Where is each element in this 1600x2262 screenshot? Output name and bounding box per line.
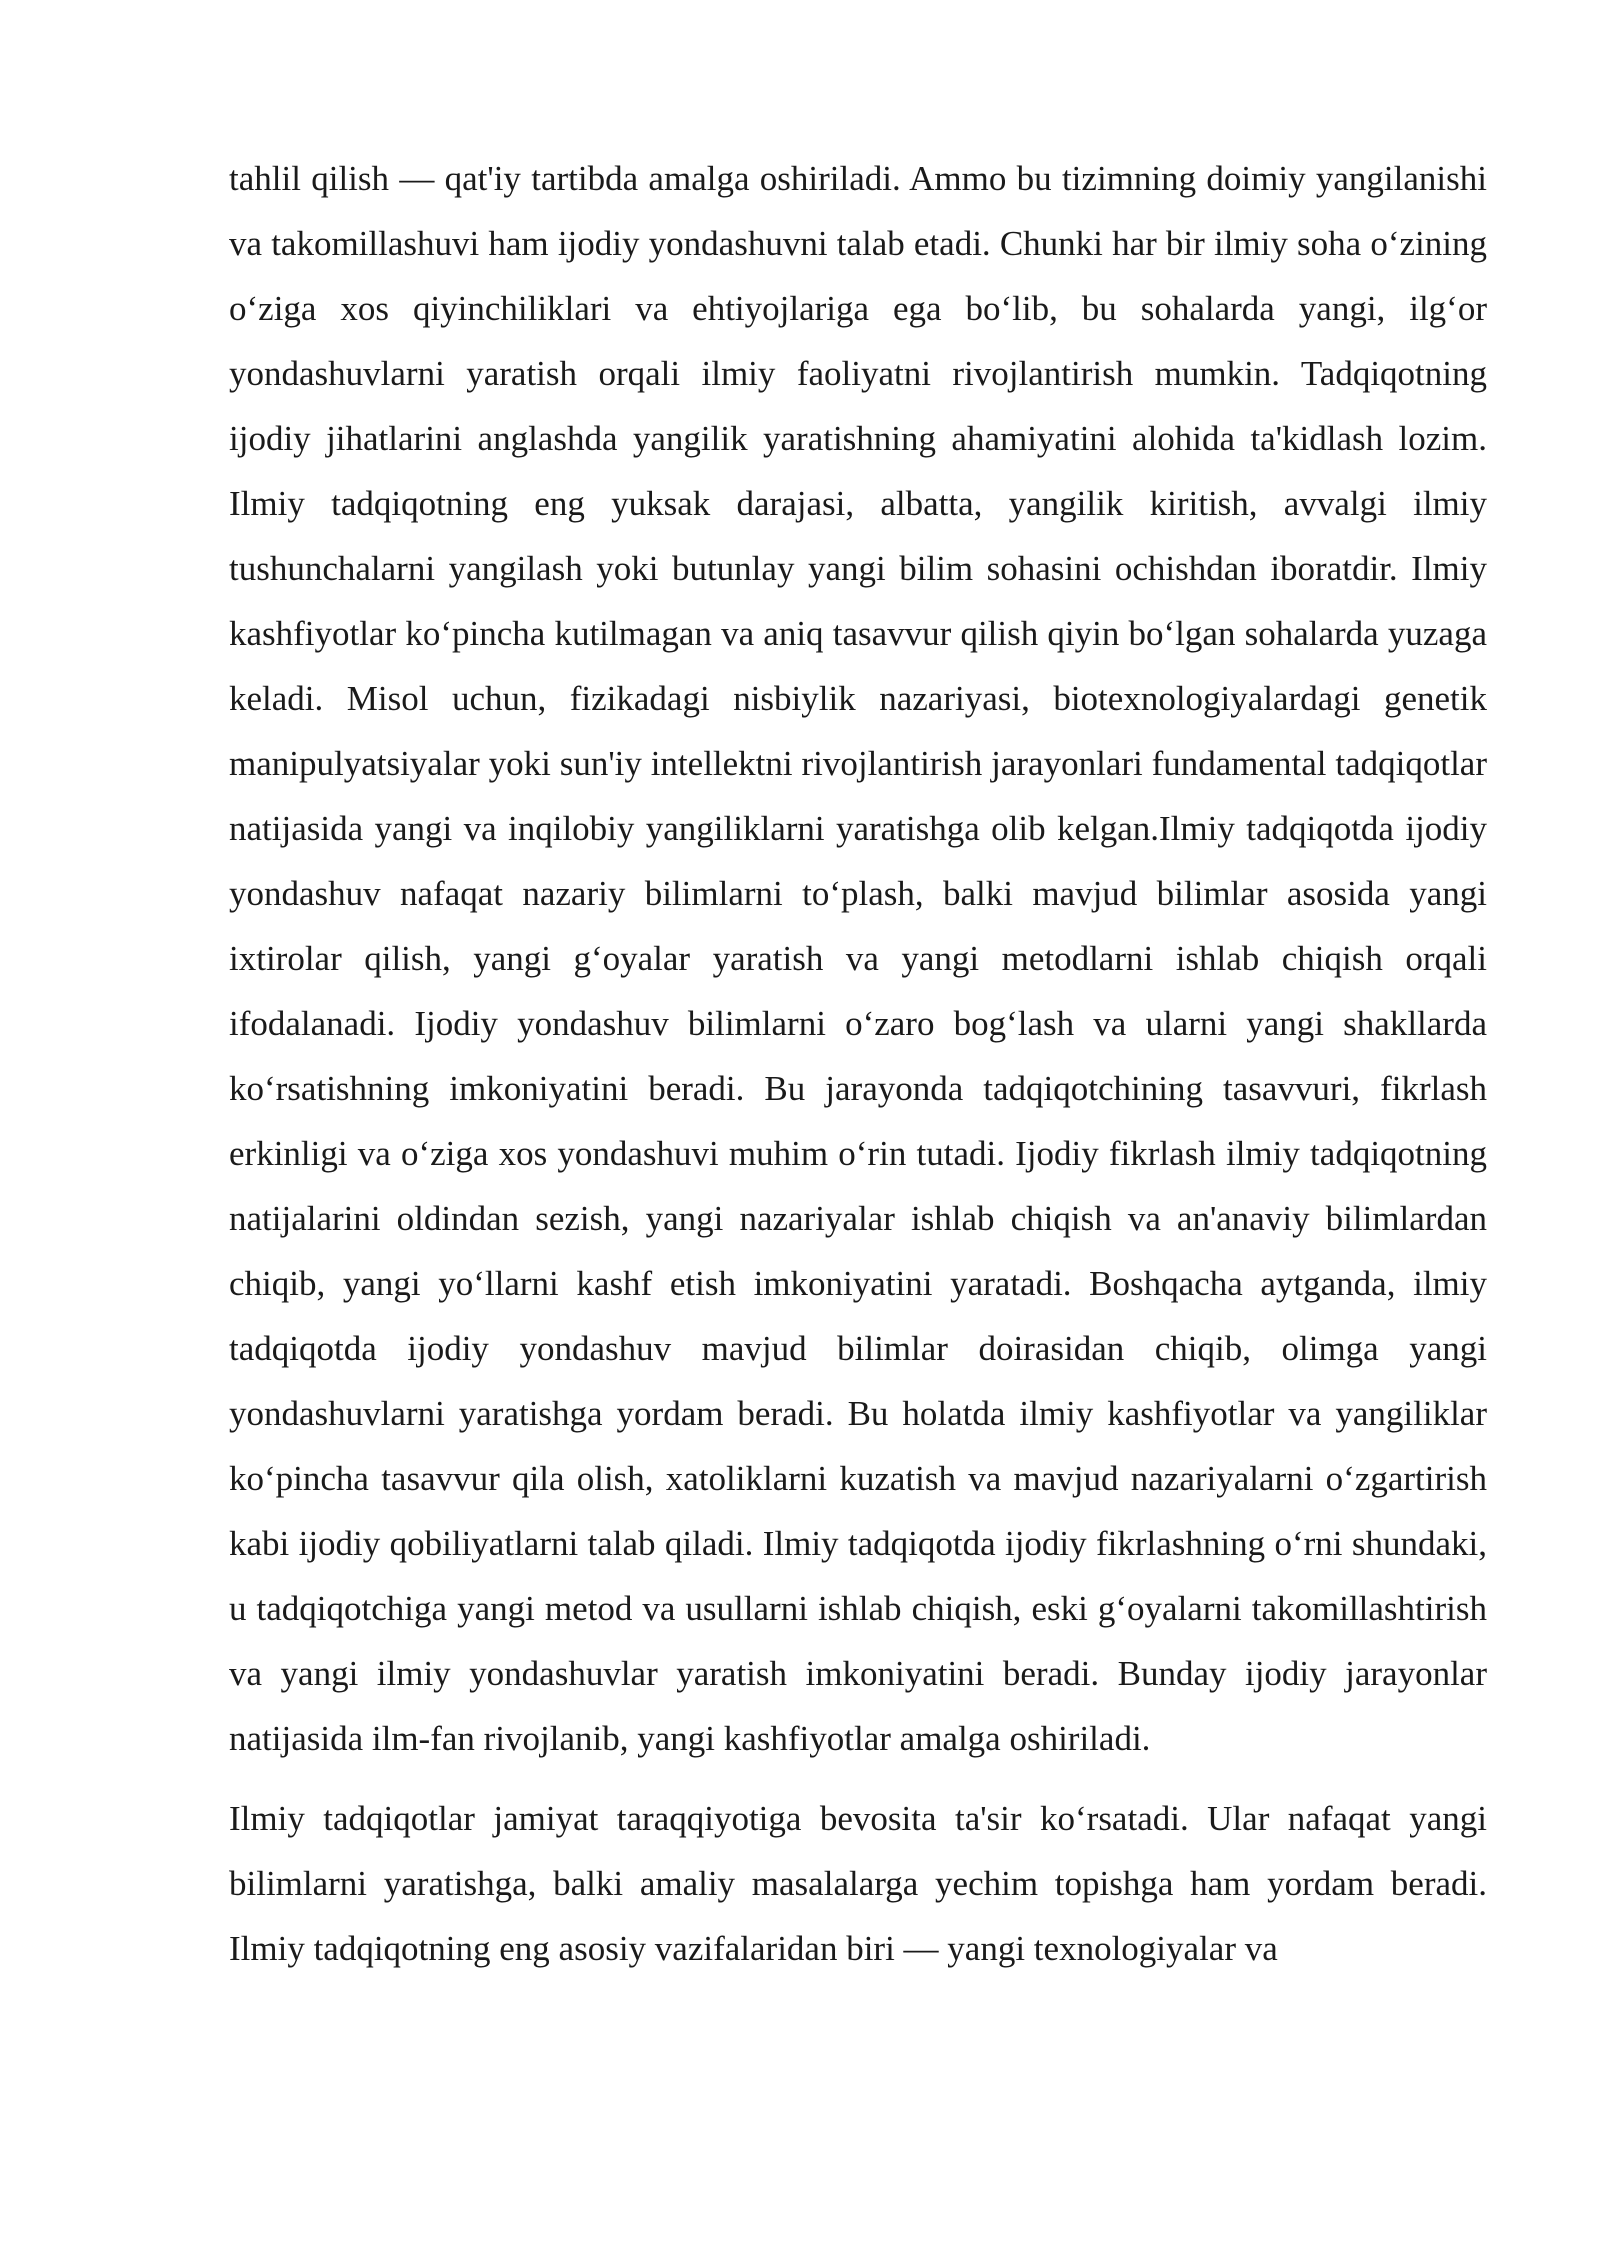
paragraph-2: Ilmiy tadqiqotlar jamiyat taraqqiyotiga bevosita ta'sir ko‘rsatadi. Ular nafaqat yangi bilimlarni yaratishga, balki amaliy masalalarga yechim topishga ham yordam beradi. Ilmiy tadqiqotning eng asosiy vazifalaridan biri — yangi texnologiyalar va — [229, 1799, 1487, 1968]
paragraph-1: tahlil qilish — qat'iy tartibda amalga oshiriladi. Ammo bu tizimning doimiy yangilanishi va takomillashuvi ham ijodiy yondashuvni talab etadi. Chunki har bir ilmiy soha o‘zining o‘ziga xos qiyinchiliklari va ehtiyojlariga ega bo‘lib, bu sohalarda yangi, ilg‘or yondashuvlarni yaratish orqali ilmiy faoliyatni rivojlantirish mumkin. Tadqiqotning ijodiy jihatlarini anglashda yangilik yaratishning ahamiyatini alohida ta'kidlash lozim. Ilmiy tadqiqotning eng yuksak darajasi, albatta, yangilik kiritish, avvalgi ilmiy tushunchalarni yangilash yoki butunlay yangi bilim sohasini ochishdan iboratdir. Ilmiy kashfiyotlar ko‘pincha kutilmagan va aniq tasavvur qilish qiyin bo‘lgan sohalarda yuzaga keladi. Misol uchun, fizikadagi nisbiylik nazariyasi, biotexnologiyalardagi genetik manipulyatsiyalar yoki sun'iy intellektni rivojlantirish jarayonlari fundamental tadqiqotlar natijasida yangi va inqilobiy yangiliklarni yaratishga olib kelgan.Ilmiy tadqiqotda ijodiy yondashuv nafaqat nazariy bilimlarni to‘plash, balki mavjud bilimlar asosida yangi ixtirolar qilish, yangi g‘oyalar yaratish va yangi metodlarni ishlab chiqish orqali ifodalanadi. Ijodiy yondashuv bilimlarni o‘zaro bog‘lash va ularni yangi shakllarda ko‘rsatishning imkoniyatini beradi. Bu jarayonda tadqiqotchining tasavvuri, fikrlash erkinligi va o‘ziga xos yondashuvi muhim o‘rin tutadi. Ijodiy fikrlash ilmiy tadqiqotning natijalarini oldindan sezish, yangi nazariyalar ishlab chiqish va an'anaviy bilimlardan chiqib, yangi yo‘llarni kashf etish imkoniyatini yaratadi. Boshqacha aytganda, ilmiy tadqiqotda ijodiy yondashuv mavjud bilimlar doirasidan chiqib, olimga yangi yondashuvlarni yaratishga yordam beradi. Bu holatda ilmiy kashfiyotlar va yangiliklar ko‘pincha tasavvur qila olish, xatoliklarni kuzatish va mavjud nazariyalarni o‘zgartirish kabi ijodiy qobiliyatlarni talab qiladi. Ilmiy tadqiqotda ijodiy fikrlashning o‘rni shundaki, u tadqiqotchiga yangi metod va usullarni ishlab chiqish, eski g‘oyalarni takomillashtirish va yangi ilmiy yondashuvlar yaratish imkoniyatini beradi. Bunday ijodiy jarayonlar natijasida ilm-fan rivojlanib, yangi kashfiyotlar amalga oshiriladi. — [229, 159, 1487, 1758]
body-text — [229, 146, 1487, 1996]
